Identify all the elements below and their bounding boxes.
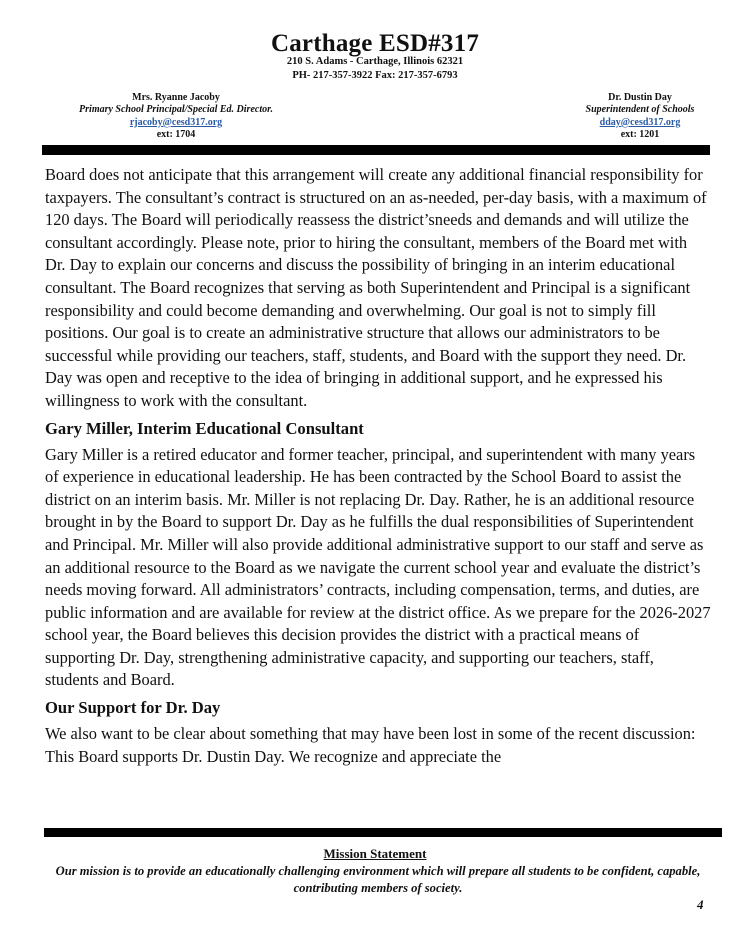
district-address: 210 S. Adams - Carthage, Illinois 62321 xyxy=(286,56,464,67)
page-number: 4 xyxy=(697,897,704,912)
contact-left-title: Primary School Principal/Special Ed. Director. xyxy=(79,104,273,116)
body-paragraph-3: We also want to be clear about something that may have been lost in some of the recent discussion: This Board supports Dr. Dustin Day. We recognize and appreciate the xyxy=(45,724,696,766)
mission-statement-text: Our mission is to provide an educationally challenging environment which will prepare all students to be confident, capable, contributing members of society. xyxy=(55,864,701,895)
contact-right-name: Dr. Dustin Day xyxy=(608,92,672,103)
district-phone-fax: PH- 217-357-3922 Fax: 217-357-6793 xyxy=(292,70,458,81)
contact-left-ext: ext: 1704 xyxy=(156,128,196,140)
contact-left xyxy=(46,92,306,141)
contact-left-name: Mrs. Ryanne Jacoby xyxy=(132,92,220,103)
letter-body xyxy=(45,164,711,768)
contact-right xyxy=(560,92,720,141)
section-heading-consultant: Gary Miller, Interim Educational Consultant xyxy=(45,418,364,438)
contact-right-title: Superintendent of Schools xyxy=(585,104,695,116)
contact-right-email-link[interactable]: dday@cesd317.org xyxy=(599,116,681,128)
mission-statement-title: Mission Statement xyxy=(323,846,427,861)
body-paragraph-1: Board does not anticipate that this arrangement will create any additional financial responsibility for taxpayers. The consultant’s contract is structured on an as-needed, per-day basis, with a maximum of 120 days. The Board will periodically reassess the district’sneeds and demands and will utilize the consultant accordingly. Please note, prior to hiring the consultant, members of the Board met with Dr. Day to explain our concerns and discuss the possibility of bringing in an interim educational consultant. The Board recognizes that serving as both Superintendent and Principal is a significant responsibility and could become demanding and overwhelming. Our goal is not to simply fill positions. Our goal is to create an administrative structure that allows our administrators to be successful while providing our teachers, staff, students, and Board with the support they need. Dr. Day was open and receptive to the idea of bringing in additional support, and he expressed his willingness to work with the consultant. xyxy=(45,165,707,410)
header-divider xyxy=(42,145,710,155)
district-title: Carthage ESD#317 xyxy=(270,30,480,57)
contact-left-email-link[interactable]: rjacoby@cesd317.org xyxy=(129,116,223,128)
section-heading-support: Our Support for Dr. Day xyxy=(45,698,221,718)
contact-right-ext: ext: 1201 xyxy=(620,128,660,140)
footer-divider xyxy=(44,828,722,837)
body-paragraph-2: Gary Miller is a retired educator and former teacher, principal, and superintendent with many years of experience in educational leadership. He has been contracted by the School Board to assist the district on an interim basis. Mr. Miller is not replacing Dr. Day. Rather, he is an additional resource brought in by the Board to support Dr. Day as he fulfills the dual responsibilities of Superintendent and Principal. Mr. Miller will also provide additional administrative support to our staff and serve as an additional resource to the Board as we navigate the current school year and evaluate the district’s needs moving forward. All administrators’ contracts, including compensation, terms, and duties, are public information and are available for review at the district office. As we prepare for the 2026-2027 school year, the Board believes this decision provides the district with a practical means of supporting Dr. Day, strengthening administrative capacity, and supporting our teachers, staff, students and Board. xyxy=(45,444,711,690)
